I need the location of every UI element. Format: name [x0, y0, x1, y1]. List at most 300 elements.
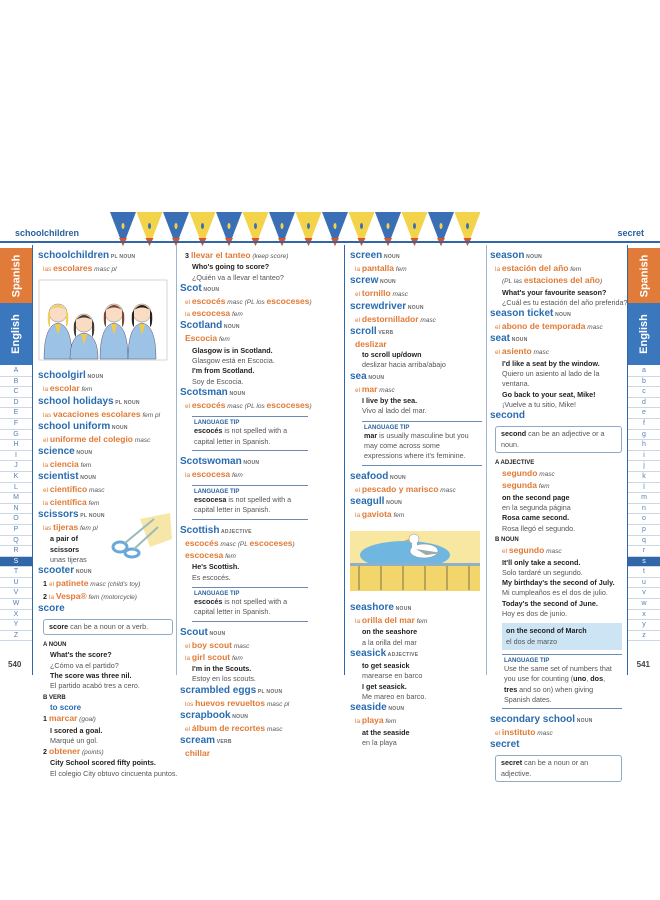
example-english: escocés: [194, 426, 223, 436]
translation: orilla del mar: [361, 615, 415, 626]
example-spanish: can be a noun or an adjective.: [501, 758, 589, 778]
translation: huevos revueltos: [195, 697, 266, 708]
index-letter-O[interactable]: O: [0, 514, 32, 525]
translation: playa: [361, 715, 384, 726]
index-letter-K[interactable]: K: [0, 472, 32, 483]
entry-line: [180, 346, 308, 356]
part-of-speech: VERB: [376, 329, 394, 336]
entry-line: [180, 295, 312, 308]
example-english: I'm from Scotland.: [192, 366, 255, 376]
part-of-speech: ADJECTIVE: [219, 528, 252, 535]
dictionary-entry-headword: [180, 387, 308, 400]
entry-line: [490, 369, 622, 379]
example-english: The score was three nil.: [50, 671, 132, 681]
box-line: [194, 597, 306, 618]
entry-line: [38, 758, 173, 768]
headword: season ticket: [490, 308, 554, 320]
example-spanish: Glasgow está en Escocia.: [192, 356, 275, 366]
dictionary-entry-headword: [38, 370, 173, 383]
grammar-note: masc pl: [92, 266, 117, 273]
example-spanish: ¡Vuelve a tu sitio, Mike!: [502, 399, 577, 409]
index-letter-V[interactable]: V: [0, 588, 32, 599]
example-english: uno: [573, 674, 587, 684]
translation: gaviota: [361, 508, 392, 519]
index-letter-G[interactable]: G: [0, 430, 32, 441]
entry-line: [38, 459, 173, 471]
language-tip: [192, 416, 308, 451]
index-letter-r[interactable]: r: [628, 546, 660, 557]
dictionary-entry-headword: [180, 456, 308, 469]
page-number-right: 541: [636, 660, 650, 669]
headword: science: [38, 446, 75, 458]
bunting-dot: [387, 223, 390, 229]
dictionary-entry-headword: [350, 326, 482, 339]
grammar-note: masc: [87, 487, 105, 495]
example-english: I live by the sea.: [362, 396, 418, 406]
grammar-note: masc: [531, 349, 549, 357]
grammar-note: masc (PL los: [225, 298, 267, 306]
part-of-speech: NOUN: [510, 337, 528, 344]
translation: estación del año: [501, 263, 569, 273]
article: el: [355, 316, 362, 324]
tab-spanish-right[interactable]: [628, 248, 660, 303]
example-english: second: [501, 429, 527, 439]
box-line: [364, 431, 480, 462]
entry-line: [350, 263, 482, 275]
grammar-note: fem: [391, 511, 405, 519]
translation: escoceses: [266, 295, 310, 306]
index-letter-a[interactable]: a: [628, 366, 660, 377]
entry-line: [38, 497, 173, 509]
entry-line: [180, 399, 312, 412]
dictionary-entry-headword: [38, 509, 173, 522]
index-letter-L[interactable]: L: [0, 483, 32, 494]
index-letter-x[interactable]: x: [628, 610, 660, 621]
headword: school uniform: [38, 420, 111, 432]
entry-line: [350, 484, 482, 496]
entry-line: [180, 356, 308, 366]
index-letter-v[interactable]: v: [628, 588, 660, 599]
headword: scrambled eggs: [180, 684, 257, 696]
entry-line: [490, 545, 622, 557]
index-letter-c[interactable]: c: [628, 387, 660, 398]
translation: instituto: [501, 727, 536, 738]
index-letter-F[interactable]: F: [0, 419, 32, 430]
example-spanish: marearse en barco: [362, 671, 423, 681]
grammar-note: ): [309, 402, 312, 410]
entry-line: [350, 638, 482, 648]
column-2: [180, 250, 312, 760]
grammar-note: masc: [418, 316, 436, 324]
example-english: on the seashore: [362, 627, 418, 637]
example-spanish: El colegio City obtuvo cincuenta puntos.: [50, 768, 178, 778]
headword: Scot: [180, 282, 202, 294]
index-letter-d[interactable]: d: [628, 398, 660, 409]
part-of-speech: NOUN: [388, 474, 406, 481]
example-spanish: is not spelled with a capital letter in Spanish.: [194, 426, 288, 446]
article: la: [185, 654, 192, 662]
index-letter-X[interactable]: X: [0, 610, 32, 621]
entry-line: [350, 692, 482, 702]
index-letter-q[interactable]: q: [628, 536, 660, 547]
index-letter-p[interactable]: p: [628, 525, 660, 536]
bunting-dot: [334, 223, 337, 229]
index-letter-T[interactable]: T: [0, 567, 32, 578]
part-of-speech: NOUN: [201, 286, 220, 293]
index-letter-P[interactable]: P: [0, 525, 32, 536]
index-letter-Y[interactable]: Y: [0, 620, 32, 631]
part-of-speech: VERB: [215, 739, 232, 746]
translation: segundo: [508, 545, 545, 556]
sense-number: 1: [43, 579, 49, 589]
translation: tornillo: [361, 288, 391, 299]
entry-line: [180, 674, 308, 684]
example-spanish: Soy de Escocia.: [192, 376, 244, 386]
part-of-speech: NOUN: [524, 254, 543, 260]
usage-note: [495, 426, 622, 453]
index-letter-i[interactable]: i: [628, 451, 660, 462]
translation: escocesa: [185, 550, 224, 561]
index-letter-z[interactable]: z: [628, 631, 660, 642]
index-letter-m[interactable]: m: [628, 493, 660, 504]
index-letter-C[interactable]: C: [0, 387, 32, 398]
entry-line: [180, 573, 308, 583]
example-spanish: Use the same set of numbers that you use for counting (: [504, 663, 612, 684]
index-letter-t[interactable]: t: [628, 567, 660, 578]
grammar-note: fem: [230, 654, 243, 662]
index-letter-R[interactable]: R: [0, 546, 32, 557]
index-letter-y[interactable]: y: [628, 620, 660, 631]
entry-line: [350, 339, 482, 350]
dictionary-entry-headword: [350, 371, 482, 384]
entry-line: [350, 509, 482, 521]
dictionary-entry-headword: [180, 627, 308, 640]
part-of-speech: NOUN: [382, 254, 400, 260]
entry-line: [490, 534, 622, 545]
example-spanish: Rosa llegó el segundo.: [502, 523, 576, 533]
grammar-note: fem: [394, 266, 407, 273]
entry-line: [38, 713, 173, 725]
divider: [627, 245, 628, 675]
grammar-note: fem: [568, 266, 582, 273]
entry-line: [180, 308, 308, 320]
box-line: [194, 495, 306, 516]
part-of-speech: NOUN: [230, 714, 249, 721]
index-letter-M[interactable]: M: [0, 493, 32, 504]
index-letter-J[interactable]: J: [0, 461, 32, 472]
index-letter-h[interactable]: h: [628, 440, 660, 451]
index-letter-w[interactable]: w: [628, 599, 660, 610]
index-letter-A[interactable]: A: [0, 366, 32, 377]
article: la: [185, 471, 192, 479]
example-english: a pair of: [50, 534, 78, 544]
article: el: [495, 324, 502, 332]
example-spanish: Estoy en los scouts.: [192, 674, 256, 684]
example-spanish: Marqué un gol.: [50, 735, 98, 745]
entry-line: [38, 746, 173, 758]
article: el: [43, 487, 50, 495]
example-english: tres: [504, 684, 518, 694]
sense-number: 3: [185, 251, 191, 260]
entry-line: [350, 728, 482, 738]
example-english: I'd like a seat by the window.: [502, 358, 600, 368]
entry-line: [180, 562, 308, 572]
part-of-speech: PL NOUN: [256, 688, 283, 695]
grammar-note: (keep score): [250, 253, 289, 260]
index-letter-H[interactable]: H: [0, 440, 32, 451]
dictionary-entry-headword: [350, 301, 482, 314]
example-spanish: is not spelled with a capital letter in Spanish.: [194, 495, 292, 515]
headword: school holidays: [38, 395, 114, 407]
part-of-speech: NOUN: [553, 312, 571, 319]
divider: [344, 245, 345, 675]
article: el: [355, 386, 362, 394]
running-head-left: schoolchildren: [15, 228, 80, 238]
part-of-speech: NOUN: [110, 424, 128, 431]
entry-line: [180, 262, 308, 272]
entry-line: [350, 671, 482, 681]
grammar-note: (PL las: [502, 278, 524, 286]
headword: scrapbook: [180, 710, 231, 722]
example-english: He's Scottish.: [192, 562, 240, 572]
phrase-english: to score: [50, 702, 82, 712]
dictionary-entry-headword: [180, 525, 308, 538]
index-letter-U[interactable]: U: [0, 578, 32, 589]
entry-line: [490, 288, 622, 298]
dictionary-entry-headword: [350, 602, 482, 615]
index-letter-D[interactable]: D: [0, 398, 32, 409]
entry-line: [180, 748, 308, 759]
translation: asiento: [501, 346, 532, 357]
entry-line: [38, 409, 173, 421]
article: el: [355, 486, 362, 494]
translation: científico: [49, 484, 88, 495]
example-spanish: ,: [586, 674, 591, 684]
translation: chillar: [185, 748, 211, 759]
language-tip-title: LANGUAGE TIP: [504, 657, 550, 664]
translation: ciencia: [49, 459, 79, 470]
entry-line: [490, 346, 622, 358]
example-english: to get seasick: [362, 661, 410, 671]
index-letter-b[interactable]: b: [628, 377, 660, 388]
headword: screen: [350, 250, 383, 261]
index-letter-B[interactable]: B: [0, 377, 32, 388]
grammar-note: fem: [383, 718, 397, 726]
entry-line: [180, 652, 308, 664]
entry-line: [38, 639, 173, 650]
entry-line: [180, 698, 308, 710]
index-letter-s[interactable]: s: [628, 557, 660, 568]
index-letter-Z[interactable]: Z: [0, 631, 32, 642]
translation: mar: [361, 383, 378, 394]
dictionary-entry-headword: [38, 471, 173, 484]
translation: Vespa®: [55, 590, 87, 601]
translation: pescado y marisco: [361, 483, 439, 494]
entry-line: [180, 366, 308, 376]
tab-english-left[interactable]: [0, 303, 32, 365]
article: la: [355, 266, 362, 273]
entry-line: [38, 661, 173, 671]
language-tip-title: LANGUAGE TIP: [194, 590, 240, 597]
entry-line: [38, 591, 173, 603]
translation: boy scout: [191, 639, 233, 650]
translation: vacaciones escolares: [53, 408, 141, 419]
entry-line: [180, 640, 308, 652]
example-english: Rosa came second.: [502, 513, 570, 523]
translation: llevar el tanteo: [191, 250, 251, 260]
section-label: B NOUN: [495, 536, 519, 543]
index-letter-Q[interactable]: Q: [0, 536, 32, 547]
headword: second: [490, 410, 526, 422]
translation: Escocia: [185, 333, 218, 344]
entry-line: [38, 578, 173, 590]
bunting-dot: [228, 223, 231, 229]
tab-english-right[interactable]: [628, 303, 660, 365]
example-spanish: ,: [603, 674, 606, 684]
index-letter-N[interactable]: N: [0, 504, 32, 515]
grammar-note: masc pl: [265, 700, 290, 708]
sense-number: 2: [43, 747, 49, 757]
usage-note: [495, 755, 622, 782]
grammar-note: fem: [86, 499, 100, 507]
headword: seaside: [350, 702, 387, 714]
grammar-note: fem: [536, 483, 550, 491]
example-english: on the second page: [502, 492, 570, 502]
example-english: I get seasick.: [362, 681, 407, 691]
headword: scissors: [38, 509, 79, 521]
sense-number: 2: [43, 591, 49, 601]
article: la: [355, 511, 362, 519]
part-of-speech: NOUN: [386, 706, 405, 713]
divider: [32, 245, 33, 675]
entry-line: [490, 558, 622, 568]
part-of-speech: NOUN: [384, 499, 403, 506]
part-of-speech: NOUN: [393, 606, 412, 613]
grammar-note: masc: [535, 730, 553, 738]
index-letter-l[interactable]: l: [628, 483, 660, 494]
entry-line: [180, 333, 308, 345]
example-english: What's the score?: [50, 650, 112, 660]
article: el: [43, 436, 50, 444]
dictionary-entry-headword: [38, 421, 173, 434]
entry-line: [490, 513, 622, 523]
index-letter-e[interactable]: e: [628, 408, 660, 419]
dictionary-entry-headword: [490, 739, 622, 752]
entry-line: [350, 314, 482, 326]
dictionary-entry-headword: [490, 250, 622, 263]
entry-line: [38, 484, 173, 496]
translation: marcar: [49, 713, 78, 724]
index-letter-f[interactable]: f: [628, 419, 660, 430]
grammar-note: ): [292, 540, 295, 548]
dictionary-entry-headword: [350, 496, 482, 509]
entry-line: [490, 468, 622, 480]
article: el: [495, 349, 502, 357]
grammar-note: fem: [223, 553, 236, 561]
dictionary-entry-headword: [180, 710, 308, 723]
grammar-note: masc: [133, 436, 151, 444]
headword: scroll: [350, 325, 377, 337]
index-letter-I[interactable]: I: [0, 451, 32, 462]
example-spanish: and so on) when giving Spanish dates.: [504, 684, 594, 704]
entry-line: [38, 726, 173, 736]
index-letter-S[interactable]: S: [0, 557, 32, 568]
translation: patinete: [55, 578, 89, 589]
dictionary-entry-headword: [38, 250, 173, 263]
entry-line: [490, 524, 622, 534]
headword: scream: [180, 735, 216, 747]
bunting-dot: [201, 223, 204, 229]
index-letter-W[interactable]: W: [0, 599, 32, 610]
index-letter-k[interactable]: k: [628, 472, 660, 483]
entry-line: [490, 588, 622, 598]
example-english: It'll only take a second.: [502, 557, 581, 567]
example-spanish: can be a noun or a verb.: [68, 621, 149, 631]
article: el: [185, 298, 192, 306]
grammar-note: fem pl: [78, 525, 98, 533]
example-spanish: Mi cumpleaños es el dos de julio.: [502, 588, 608, 598]
grammar-note: masc (PL: [218, 540, 250, 548]
translation: segunda: [502, 480, 537, 491]
article: la: [185, 311, 192, 319]
language-tip-title: LANGUAGE TIP: [194, 420, 240, 427]
part-of-speech: NOUN: [406, 304, 424, 311]
divider: [176, 245, 177, 675]
index-letter-E[interactable]: E: [0, 408, 32, 419]
sense-number: 1: [43, 714, 49, 724]
bunting-dot: [175, 223, 178, 229]
entry-line: [38, 671, 173, 681]
example-english: at the seaside: [362, 727, 410, 737]
part-of-speech: NOUN: [366, 374, 385, 381]
translation: escocesa: [191, 468, 231, 479]
part-of-speech: NOUN: [227, 390, 246, 397]
grammar-note: (goal): [77, 716, 96, 724]
index-letter-j[interactable]: j: [628, 461, 660, 472]
part-of-speech: NOUN: [74, 450, 93, 457]
example-english: Glasgow is in Scotland.: [192, 345, 273, 355]
index-letter-g[interactable]: g: [628, 430, 660, 441]
entry-line: [490, 379, 622, 389]
running-head-right: secret: [617, 228, 644, 238]
entry-line: [490, 578, 622, 588]
entry-line: [350, 738, 482, 748]
box-line: [506, 637, 618, 647]
tab-spanish-left[interactable]: [0, 248, 32, 303]
entry-line: [180, 273, 308, 283]
headword: seagull: [350, 495, 385, 507]
example-english: My birthday's the second of July.: [502, 578, 615, 588]
index-letter-o[interactable]: o: [628, 514, 660, 525]
translation: escolar: [49, 383, 80, 394]
usage-note: [43, 619, 173, 635]
page-number-left: 540: [8, 660, 22, 669]
entry-line: [490, 599, 622, 609]
article: la: [49, 593, 56, 601]
headword: sea: [350, 370, 367, 382]
index-letter-n[interactable]: n: [628, 504, 660, 515]
schoolchildren-illustration: [38, 279, 173, 366]
dictionary-entry-headword: [180, 283, 308, 296]
example-spanish: ¿Cuál es tu estación del año preferida?: [502, 297, 628, 307]
index-letter-u[interactable]: u: [628, 578, 660, 589]
dictionary-entry-headword: [180, 735, 308, 748]
dictionary-entry-headword: [180, 320, 308, 333]
entry-line: [38, 692, 173, 703]
entry-line: [180, 377, 308, 387]
dictionary-entry-headword: [490, 714, 622, 727]
grammar-note: (points): [80, 749, 104, 757]
